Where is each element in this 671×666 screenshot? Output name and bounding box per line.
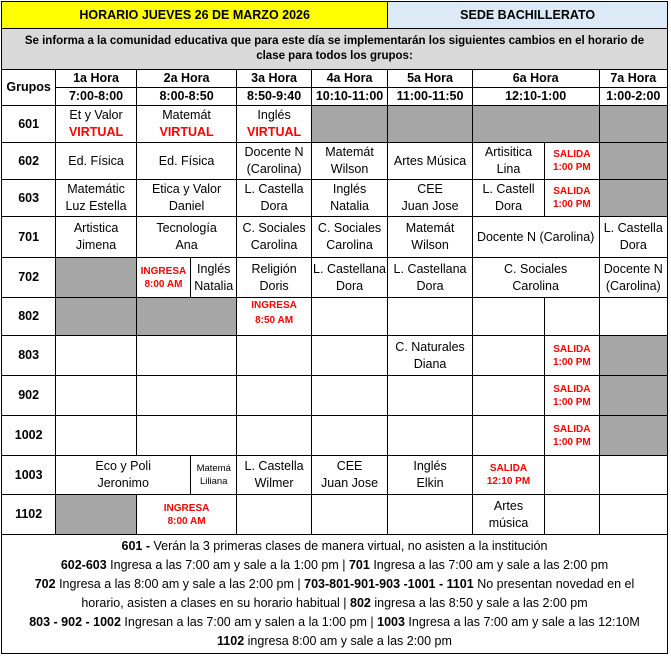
class-cell: Docente N (Carolina)	[237, 143, 311, 180]
empty-cell	[136, 376, 237, 416]
class-cell: Artisitica Lina	[472, 143, 544, 180]
empty-cell	[599, 495, 667, 535]
footer-line: 702 Ingresa a las 8:00 am y sale a las 2:00 pm | 703-801-901-903 -1001 - 1101 No presentan novedad en el	[34, 577, 635, 591]
empty-cell	[56, 298, 136, 336]
group-label: 702	[2, 258, 56, 298]
empty-cell	[311, 106, 388, 143]
ingresa-cell: INGRESA 8:00 AM	[136, 258, 190, 298]
row-802	[2, 298, 668, 336]
class-cell: Artes música	[472, 495, 544, 535]
group-label: 601	[2, 106, 56, 143]
sede-label: SEDE BACHILLERATO	[388, 2, 668, 29]
class-cell: Ed. Física	[56, 143, 136, 180]
class-cell: Docente N (Carolina)	[472, 217, 599, 258]
class-cell: Matemátic Luz Estella	[56, 180, 136, 217]
notice-text: Se informa a la comunidad educativa que para este día se implementarán los siguientes cambios en el horario de clase para todos los grupos:	[2, 29, 668, 70]
empty-cell	[388, 495, 472, 535]
empty-cell	[237, 376, 311, 416]
hour-2-time: 8:00-8:50	[136, 88, 237, 106]
class-cell: Inglés Natalia	[191, 258, 237, 298]
empty-cell	[56, 258, 136, 298]
class-cell: Docente N (Carolina)	[599, 258, 667, 298]
empty-cell	[311, 495, 388, 535]
class-cell: L. Castell Dora	[472, 180, 544, 217]
empty-cell	[545, 495, 599, 535]
footer-line: 601 - Verán la 3 primeras clases de manera virtual, no asisten a la institución	[121, 539, 548, 553]
empty-cell	[388, 298, 472, 336]
class-cell: Inglés Elkin	[388, 456, 472, 495]
row-1002	[2, 416, 668, 456]
hour-3-label: 3a Hora	[237, 70, 311, 88]
footer-line: horario, asisten a clases en su horario habitual | 802 ingresa a las 8:50 y sale a las 2:00 pm	[81, 596, 588, 610]
empty-cell	[136, 336, 237, 376]
class-cell: Tecnología Ana	[136, 217, 237, 258]
empty-cell	[388, 106, 472, 143]
footer-line: 602-603 Ingresa a las 7:00 am y sale a la 1:00 pm | 701 Ingresa a las 7:00 am y sale a las 2:00 pm	[60, 558, 609, 572]
hour-5-time: 11:00-11:50	[388, 88, 472, 106]
group-label: 1003	[2, 456, 56, 495]
row-602	[2, 143, 668, 180]
empty-cell	[472, 376, 544, 416]
footer-line: 803 - 902 - 1002 Ingresan a las 7:00 am y salen a la 1:00 pm | 1003 Ingresa a las 7:00 am y sale a las 12:10M	[29, 615, 640, 629]
salida-cell: SALIDA 1:00 PM	[545, 143, 599, 180]
empty-cell	[388, 376, 472, 416]
empty-cell	[599, 376, 667, 416]
schedule-sheet	[1, 1, 670, 654]
empty-cell	[237, 336, 311, 376]
hour-1-time: 7:00-8:00	[56, 88, 136, 106]
class-cell: L. Castella Dora	[237, 180, 311, 217]
empty-cell	[237, 495, 311, 535]
schedule-table	[1, 1, 668, 654]
row-1003	[2, 456, 668, 495]
hour-4-label: 4a Hora	[311, 70, 388, 88]
empty-cell	[599, 298, 667, 336]
empty-cell	[311, 336, 388, 376]
empty-cell	[472, 336, 544, 376]
class-cell: Matemát VIRTUAL	[136, 106, 237, 143]
group-label: 803	[2, 336, 56, 376]
class-cell: Etica y Valor Daniel	[136, 180, 237, 217]
class-cell: Ed. Física	[136, 143, 237, 180]
empty-cell	[599, 416, 667, 456]
class-cell: C. Sociales Carolina	[311, 217, 388, 258]
class-cell: Matemát Wilson	[311, 143, 388, 180]
class-cell: Et y Valor VIRTUAL	[56, 106, 136, 143]
hour-5-label: 5a Hora	[388, 70, 472, 88]
empty-cell	[545, 456, 599, 495]
ingresa-cell: INGRESA 8:00 AM	[136, 495, 237, 535]
footer-notes	[2, 535, 668, 654]
empty-cell	[136, 416, 237, 456]
group-label: 902	[2, 376, 56, 416]
class-cell: L. Castellana Dora	[311, 258, 388, 298]
empty-cell	[472, 106, 599, 143]
class-cell: Eco y Poli Jeronimo	[56, 456, 191, 495]
footer-row	[2, 535, 668, 654]
hour-1-label: 1a Hora	[56, 70, 136, 88]
salida-cell: SALIDA 1:00 PM	[545, 416, 599, 456]
hour-2-label: 2a Hora	[136, 70, 237, 88]
hour-7-label: 7a Hora	[599, 70, 667, 88]
empty-cell	[599, 143, 667, 180]
class-cell: Artes Música	[388, 143, 472, 180]
empty-cell	[472, 298, 544, 336]
class-cell: Matemát Wilson	[388, 217, 472, 258]
schedule-title: HORARIO JUEVES 26 DE MARZO 2026	[2, 2, 388, 29]
row-603	[2, 180, 668, 217]
empty-cell	[56, 376, 136, 416]
row-601	[2, 106, 668, 143]
class-cell: CEE Juan Jose	[388, 180, 472, 217]
group-label: 602	[2, 143, 56, 180]
group-label: 701	[2, 217, 56, 258]
row-702	[2, 258, 668, 298]
empty-cell	[56, 416, 136, 456]
empty-cell	[472, 416, 544, 456]
row-902	[2, 376, 668, 416]
empty-cell	[599, 336, 667, 376]
class-cell: L. Castella Wilmer	[237, 456, 311, 495]
empty-cell	[311, 416, 388, 456]
class-cell: Matemá Liliana	[191, 456, 237, 495]
empty-cell	[545, 298, 599, 336]
row-803	[2, 336, 668, 376]
empty-cell	[136, 298, 237, 336]
class-cell: CEE Juan Jose	[311, 456, 388, 495]
salida-cell: SALIDA 1:00 PM	[545, 180, 599, 217]
empty-cell	[388, 416, 472, 456]
hour-4-time: 10:10-11:00	[311, 88, 388, 106]
group-label: 1102	[2, 495, 56, 535]
hour-6-time: 12:10-1:00	[472, 88, 599, 106]
empty-cell	[599, 106, 667, 143]
salida-cell: SALIDA 12:10 PM	[472, 456, 544, 495]
class-cell: Religión Doris	[237, 258, 311, 298]
empty-cell	[311, 298, 388, 336]
group-label: 603	[2, 180, 56, 217]
class-cell: C. Sociales Carolina	[472, 258, 599, 298]
ingresa-cell: INGRESA 8:50 AM	[237, 298, 311, 336]
empty-cell	[311, 376, 388, 416]
hour-6-label: 6a Hora	[472, 70, 599, 88]
empty-cell	[237, 416, 311, 456]
empty-cell	[56, 495, 136, 535]
row-1102	[2, 495, 668, 535]
empty-cell	[56, 336, 136, 376]
hour-7-time: 1:00-2:00	[599, 88, 667, 106]
class-cell: C. Sociales Carolina	[237, 217, 311, 258]
row-701	[2, 217, 668, 258]
empty-cell	[599, 180, 667, 217]
grupos-header: Grupos	[2, 70, 56, 106]
salida-cell: SALIDA 1:00 PM	[545, 336, 599, 376]
class-cell: L. Castella Dora	[599, 217, 667, 258]
class-cell: C. Naturales Diana	[388, 336, 472, 376]
class-cell: Artistica Jimena	[56, 217, 136, 258]
footer-line: 1102 ingresa 8:00 am y sale a las 2:00 pm	[217, 634, 452, 648]
group-label: 802	[2, 298, 56, 336]
hour-3-time: 8:50-9:40	[237, 88, 311, 106]
class-cell: Inglés VIRTUAL	[237, 106, 311, 143]
class-cell: L. Castellana Dora	[388, 258, 472, 298]
empty-cell	[599, 456, 667, 495]
group-label: 1002	[2, 416, 56, 456]
salida-cell: SALIDA 1:00 PM	[545, 376, 599, 416]
class-cell: Inglés Natalia	[311, 180, 388, 217]
